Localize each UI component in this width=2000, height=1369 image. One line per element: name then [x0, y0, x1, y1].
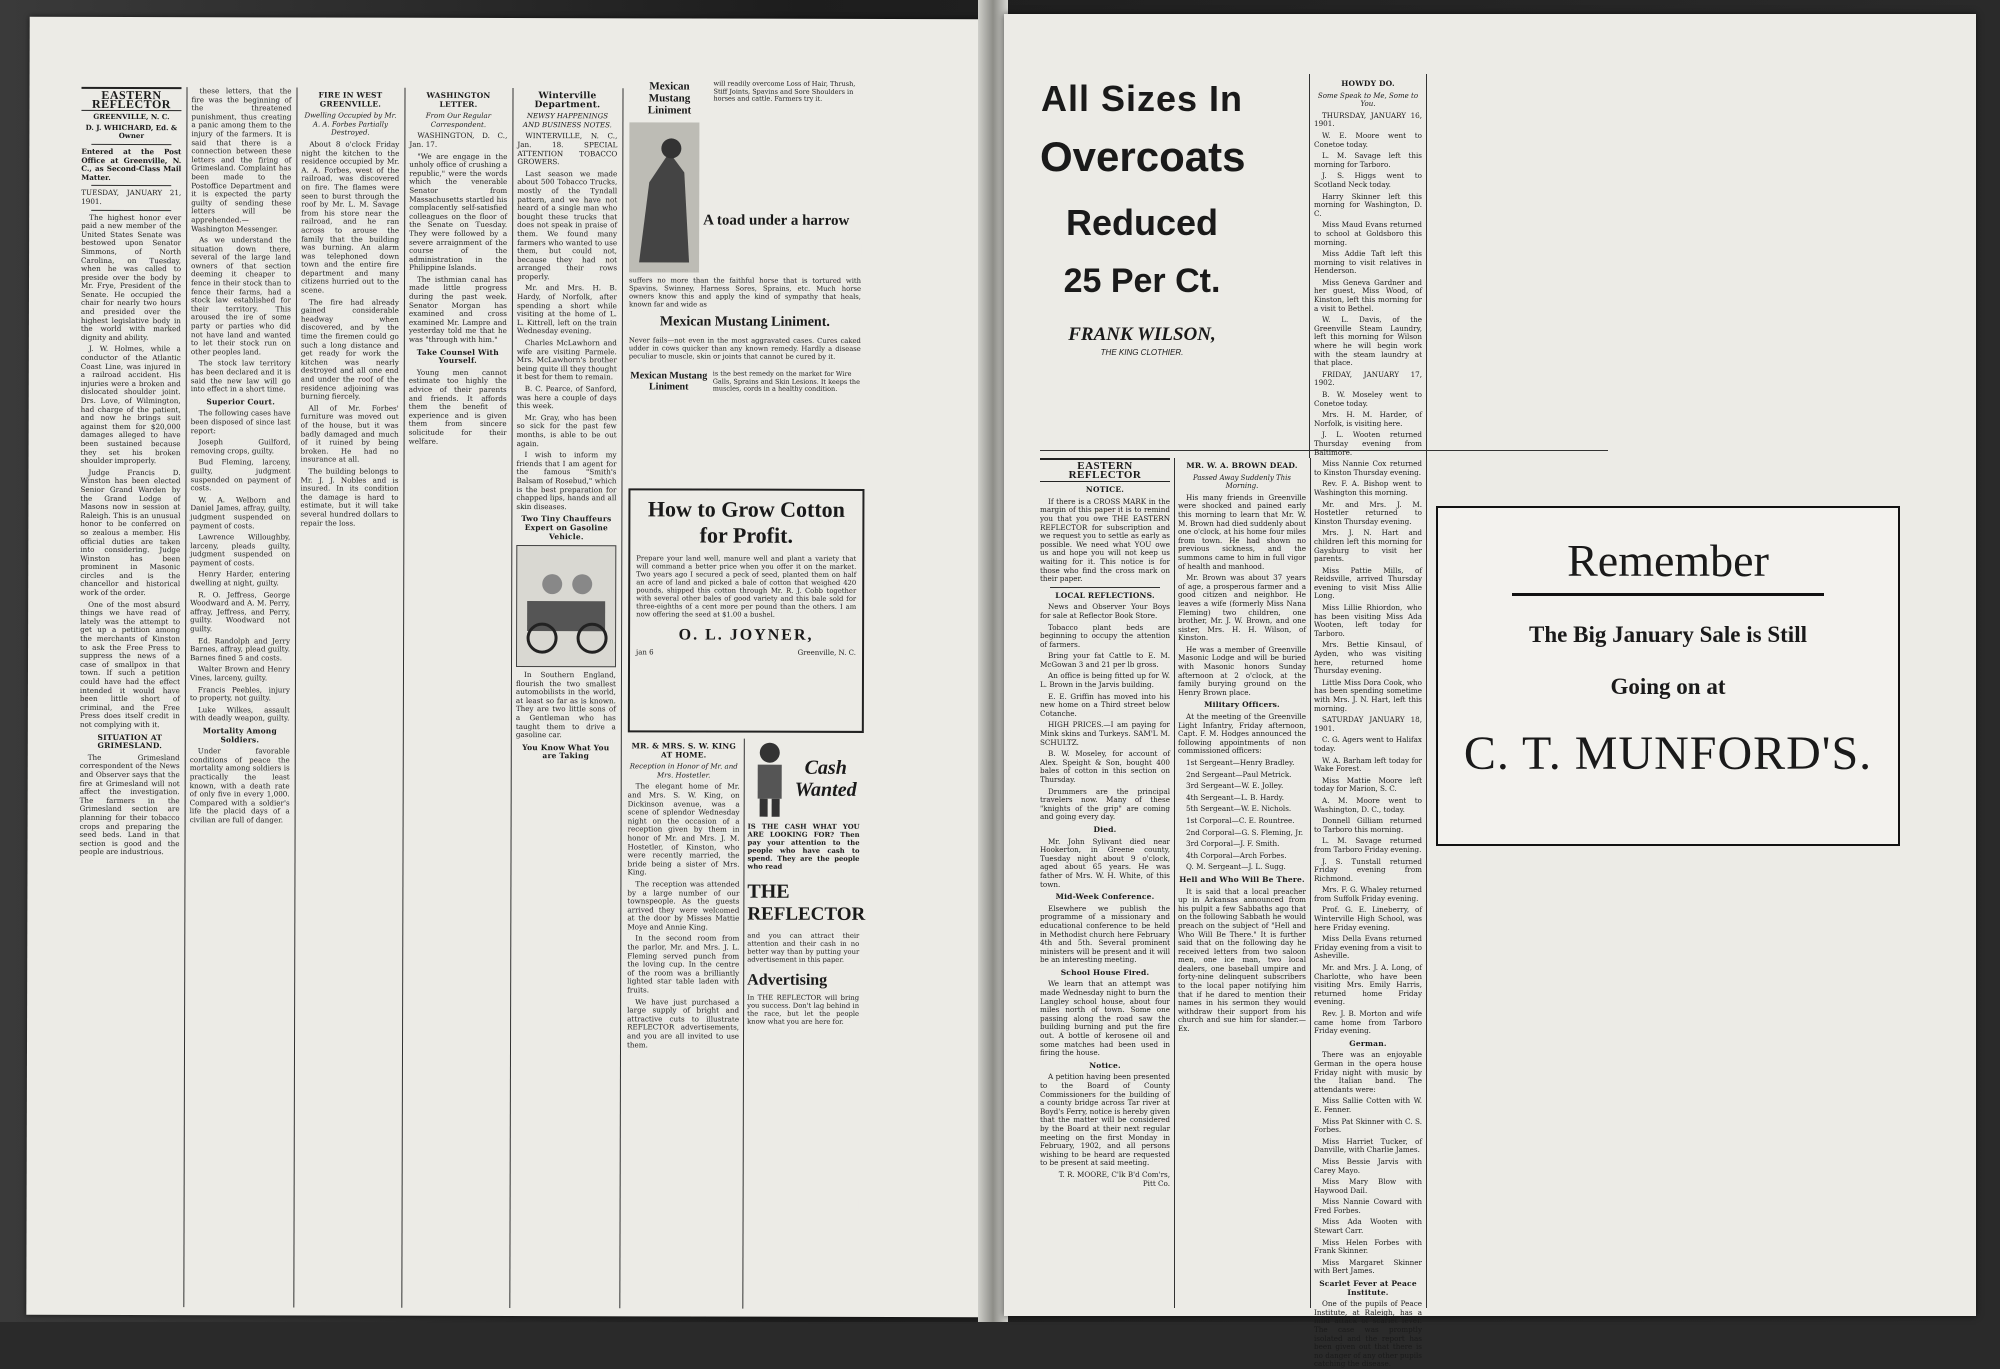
article-paragraph: The reception was attended by a large number of our townspeople. As the guests arrived they were welcomed at the door by Misses Mattie Moye and Annie King. — [627, 879, 740, 932]
article-paragraph: There was an enjoyable German in the opera house Friday night with music by the Italian band. The attendants were: — [1314, 1050, 1422, 1094]
article-paragraph: Miss Helen Forbes with Frank Skinner. — [1314, 1237, 1422, 1256]
scarlet-headline: Scarlet Fever at Peace Institute. — [1319, 1279, 1417, 1297]
masthead-title-2: EASTERN REFLECTOR — [1040, 458, 1170, 482]
article-paragraph: A. M. Moore went to Washington, D. C., today. — [1314, 795, 1422, 814]
article-paragraph: B. C. Pearce, of Sanford, was here a couple of days this week. — [516, 384, 617, 411]
article-paragraph: The stock law territory has been declared and it is said the new law will go into effect in a short time. — [190, 358, 291, 394]
article-paragraph: The fire had already gained considerable headway when discovered, and by the time the firemen could go such a long distance and get ready for work the kitchen was nearly destroyed and all one end and under the roof of the residence adjoining was burning fiercely. — [300, 297, 399, 401]
article-paragraph: Miss Pattie Mills, of Reidsville, arrived Thursday evening to visit Miss Allie Long. — [1314, 565, 1422, 601]
article-paragraph: Rev. F. A. Bishop went to Washington this morning. — [1314, 479, 1422, 497]
article-headline: FIRE IN WEST GREENVILLE. — [318, 90, 383, 109]
article-paragraph: At the meeting of the Greenville Light Infantry, Friday afternoon, Capt. F. M. Hodges announced the following appointments of non commissioned officers: — [1178, 712, 1306, 756]
article-paragraph: News and Observer Your Boys for sale at Reflector Book Store. — [1040, 602, 1170, 620]
column-rule — [1309, 74, 1310, 458]
died-headline: Died. — [1093, 824, 1117, 834]
joyner-cotton-ad — [628, 488, 865, 733]
article-paragraph: Charles McLawhorn and wife are visiting Parmele. Mrs. McLawhorn's brother being quite ill they thought it best for them to remain. — [516, 338, 617, 382]
article-headline: SITUATION AT GRIMESLAND. — [97, 732, 163, 751]
divider — [91, 185, 171, 186]
masthead-title: EASTERN REFLECTOR — [81, 87, 181, 111]
article-paragraph: Miss Pat Skinner with C. S. Forbes. — [1314, 1116, 1422, 1135]
column-howdy — [1314, 76, 1422, 1369]
article-paragraph: Mr. John Sylivant died near Hookerton, in Greene county, Tuesday night about 9 o'clock, aged about 65 years. He was father of Mrs. W. H. White, of this town. — [1040, 836, 1170, 889]
article-headline: Two Tiny Chauffeurs Expert on Gasoline Vehicle. — [521, 514, 612, 541]
article-paragraph: One of the most absurd things we have read of lately was the attempt to get up a petition among the merchants of Kinston to ask the Free Press to suppress the news of a case of smallpox in that town. If such a petition could have had the effect intended it would have been little short of criminal, and the Free Press does itself credit in not complying with it. — [79, 599, 181, 730]
cash-wanted-text: IS THE CASH WHAT YOU ARE LOOKING FOR? Then pay your attention to the people who have cash to spend. They are the people who read — [747, 822, 860, 871]
article-paragraph: All of Mr. Forbes' furniture was moved out of the house, but it was badly damaged and much of it ruined by being broken. He had no insurance at all. — [300, 403, 399, 464]
masthead-place: GREENVILLE, N. C. — [93, 112, 170, 122]
article-paragraph: The building belongs to Mr. J. J. Nobles and is insured. In its condition the damage is hard to estimate, but it will take several hundred dollars to repair the loss. — [300, 466, 399, 528]
article-subhead: Dwelling Occupied by Mr. A. A. Forbes Partially Destroyed. — [304, 111, 397, 138]
munford-remember-ad — [1436, 506, 1900, 846]
man-illustration — [748, 739, 792, 819]
liniment-body: Never fails—not even in the most aggravated cases. Cures caked udder in cows quicker than any known remedy. Hardly a disease peculiar to muscle, skin or joints that cannot be cured by it. — [628, 336, 861, 361]
article-paragraph: Tobacco plant beds are beginning to occupy the attention of farmers. — [1040, 622, 1170, 649]
cash-reflector-ad — [746, 739, 866, 1299]
article-paragraph: HIGH PRICES.—I am paying for Mink skins and Turkeys. SAM'L M. SCHULTZ. — [1040, 720, 1170, 747]
reflector-title-2: REFLECTOR — [747, 903, 866, 925]
column-rule — [1426, 74, 1427, 1308]
masthead-editor: D. J. WHICHARD, Ed. & Owner — [85, 122, 178, 141]
article-paragraph: Prof. G. E. Lineberry, of Winterville High School, was here Friday evening. — [1314, 905, 1422, 932]
column-rule — [509, 88, 513, 1308]
article-subhead: NEWSY HAPPENINGS AND BUSINESS NOTES. — [522, 112, 612, 130]
column-rule — [742, 739, 744, 1309]
column-2 — [188, 87, 291, 1307]
article-paragraph: Miss Mattie Moore left today for Marion, S. C. — [1314, 775, 1422, 794]
article-paragraph: L. M. Savage left this morning for Tarboro. — [1314, 151, 1422, 169]
article-paragraph: Bud Fleming, larceny, guilty, judgment suspended on payment of costs. — [190, 457, 291, 493]
article-paragraph: Harry Skinner left this morning for Washington, D. C. — [1314, 191, 1422, 218]
column-5 — [514, 88, 617, 1308]
remember-line-2: The Big January Sale is Still — [1529, 622, 1807, 647]
remember-line-3: Going on at — [1610, 674, 1726, 699]
article-paragraph: Elsewhere we publish the programme of a missionary and educational conference to be held in Methodist church here February 4th and 5th. Several prominent ministers will be present and it will be an interesting meeting. — [1040, 903, 1170, 965]
notice2-signature: T. R. MOORE, C'lk B'd Com'rs, Pitt Co. — [1058, 1169, 1170, 1188]
liniment-top-title: Mexican Mustang Liniment — [647, 80, 692, 117]
article-paragraph: Miss Nannie Cox returned to Kinston Thursday evening. — [1314, 459, 1422, 477]
article-paragraph: Luke Wilkes, assault with deadly weapon, guilty. — [189, 704, 290, 723]
mustang-liniment-ad — [628, 80, 861, 481]
automobile-illustration — [517, 546, 615, 664]
article-paragraph: Miss Geneva Gardner and her guest, Miss Wood, of Kinston, left this morning for a visit to Bethel. — [1314, 277, 1422, 313]
notice-text: If there is a CROSS MARK in the margin of this paper it is to remind you that you owe THE EASTERN REFLECTOR for subscription and we request you to settle as early as possible. We need what YOU owe us and hope you will not keep us waiting for it. This notice is for those who find the cross mark on their paper. — [1040, 496, 1170, 584]
article-paragraph: Judge Francis D. Winston has been elected Senior Grand Warden by the Grand Lodge of Masons now in session at Raleigh. This is an unusual honor to be conferred on so zealous a member. His official duties are taken into considering. Judge Winston has been prominent in Masonic circles and is the chancellor and historical work of the order. — [80, 467, 181, 598]
article-paragraph: Mrs. H. M. Harder, of Norfolk, is visiting here. — [1314, 410, 1422, 428]
article-paragraph: Rev. J. B. Morton and wife came home from Tarboro Friday evening. — [1314, 1009, 1422, 1036]
article-paragraph: As we understand the situation down there, several of the large land owners of that section deeming it cheaper to fence in their stock than to fence their farms, had a stock law established for their territory. This aroused the ire of some party or parties who did not have land and wanted to let their stock run on other peoples land. — [190, 235, 292, 357]
joyner-name: O. L. JOYNER, — [678, 626, 814, 644]
article-paragraph: SATURDAY JANUARY 18, 1901. — [1314, 715, 1422, 733]
blank-area — [1436, 74, 1956, 494]
divider — [91, 144, 171, 145]
overcoats-line-4: 25 Per Ct. — [1063, 262, 1221, 300]
column-4 — [406, 88, 507, 1308]
article-paragraph: 2nd Sergeant—Paul Metrick. — [1186, 769, 1292, 779]
article-paragraph: B. W. Moseley went to Conetoe today. — [1314, 390, 1422, 408]
howdy-headline: HOWDY DO. — [1341, 79, 1395, 88]
column-rule — [293, 87, 297, 1307]
article-paragraph: Last season we made about 500 Tobacco Trucks, mostly of the Tyndall pattern, and we have not heard of a single man who bought these trucks that does not speak in praise of them. We found many farmers who wanted to use them, but could not, because they had not arranged their rows properly. — [517, 168, 618, 281]
article-paragraph: Miss Della Evans returned Friday evening from a visit to Asheville. — [1314, 934, 1422, 961]
liniment-top-note: will readily overcome Loss of Hair, Thrush, Stiff Joints, Spavins and Sore Shoulders in horses and cattle. Farmers try it. — [713, 79, 856, 103]
article-paragraph: A petition having been presented to the Board of County Commissioners for the building of a county bridge across Tar river at Boyd's Ferry, notice is hereby given that the matter will be considered by the Board at their next regular meeting on the first Monday in February, 1902, and all persons wishing to be heard are requested to be present at said meeting. — [1040, 1072, 1170, 1168]
liniment-bottom-title: Mexican Mustang Liniment — [630, 370, 708, 393]
article-paragraph: 2nd Corporal—G. S. Fleming, Jr. — [1186, 827, 1304, 837]
article-paragraph: these letters, that the fire was the beginning of the threatened punishment, thus creating a panic among them to the injury of the farmers. It is said that there is a connection between these letters and the firing of Grimesland. Complaint has been made to the Postoffice Department and it is expected the party guilty of sending these letters will be apprehended.—Washington Messenger. — [191, 86, 292, 233]
article-paragraph: Drummers are the principal travelers now. Many of these "knights of the grip" are coming and going every day. — [1040, 786, 1170, 822]
article-paragraph: Miss Margaret Skinner with Bert James. — [1314, 1257, 1422, 1276]
brown-headline: MR. W. A. BROWN DEAD. — [1186, 461, 1298, 470]
article-headline: Take Counsel With Yourself. — [416, 347, 499, 366]
article-paragraph: 1st Corporal—C. E. Rountree. — [1186, 815, 1295, 825]
military-headline: Military Officers. — [1204, 700, 1280, 710]
liniment-bottom-note: is the best remedy on the market for Wire Galls, Sprains and Skin Lesions. It keeps the muscles, cords in a healthy condition. — [712, 369, 860, 393]
article-paragraph: Mr. Brown was about 37 years of age, a prosperous farmer and a good citizen and neighbor. He leaves a wife (formerly Miss Nana Fleming) two children, one brother, Mr. J. W. Brown, and one sister, Mrs. H. H. Wilson, of Kinston. — [1178, 573, 1306, 643]
reflector-title-1: THE — [747, 880, 790, 903]
issue-date: TUESDAY, JANUARY 21, 1901. — [81, 188, 182, 206]
notice-headline: NOTICE. — [1085, 485, 1125, 495]
article-paragraph: J. S. Higgs went to Scotland Neck today. — [1314, 171, 1422, 189]
article-paragraph: His many friends in Greenville were shocked and pained early this morning to learn that Mr. W. M. Brown had died suddenly about one o'clock, at his home four miles from town. He had shown no previous sickness, and the summons came to him in full vigor of health and manhood. — [1178, 492, 1306, 571]
masthead-entered: Entered at the Post Office at Greenville, N. C., as Second-Class Mail Matter. — [81, 146, 182, 182]
article-paragraph: 4th Sergeant—L. B. Hardy. — [1186, 792, 1285, 802]
article-paragraph: The isthmian canal has made little progress during the past week. Senator Morgan has examined and cross examined Mr. Lampre and yesterday told me that he was "through with him." — [408, 274, 508, 345]
left-newspaper-page — [26, 17, 981, 1317]
divider — [91, 209, 171, 210]
german-headline: German. — [1349, 1038, 1387, 1048]
brown-subhead: Passed Away Suddenly This Morning. — [1192, 473, 1292, 491]
midweek-headline: Mid-Week Conference. — [1055, 892, 1155, 902]
article-paragraph: Miss Harriet Tucker, of Danville, with Charlie James. — [1314, 1136, 1422, 1155]
remember-merchant: C. T. MUNFORD'S. — [1463, 727, 1873, 780]
notice2-headline: Notice. — [1089, 1060, 1121, 1070]
overcoats-merchant-sub: THE KING CLOTHIER. — [1100, 348, 1184, 357]
chauffeurs-illustration — [516, 545, 616, 667]
article-paragraph: Young men cannot estimate too highly the advice of their parents and friends. It affords them the benefit of experience and is given them from sincere solicitude for their welfare. — [408, 367, 507, 446]
article-paragraph: 4th Corporal—Arch Forbes. — [1186, 850, 1287, 860]
article-paragraph: 1st Sergeant—Henry Bradley. — [1186, 758, 1295, 767]
article-paragraph: THURSDAY, JANUARY 16, 1901. — [1314, 110, 1422, 129]
article-paragraph: Francis Peebles, injury to property, not guilty. — [189, 684, 290, 703]
article-paragraph: We have just purchased a large supply of bright and attractive cuts to illustrate REFLECTOR advertisements, and you are all invited to use them. — [627, 996, 740, 1049]
article-paragraph: Little Miss Dora Cook, who has been spending sometime with Mrs. J. N. Hart, left this morning. — [1314, 677, 1422, 713]
article-paragraph: FRIDAY, JANUARY 17, 1902. — [1314, 369, 1422, 388]
article-paragraph: Miss Nannie Coward with Fred Forbes. — [1314, 1197, 1422, 1215]
howdy-subhead: Some Speak to Me, Some to You. — [1317, 91, 1419, 109]
article-paragraph: W. A. Barham left today for Wake Forest. — [1314, 755, 1422, 774]
article-paragraph: WASHINGTON, D. C., Jan. 17. — [409, 131, 508, 149]
horse-illustration — [629, 122, 699, 272]
article-paragraph: He was a member of Greenville Masonic Lodge and will be buried with Masonic honors Sunday afternoon at 2 o'clock, at the family burying ground on the Henry Brown place. — [1178, 644, 1306, 697]
article-headline: MR. & MRS. S. W. KING AT HOME. — [631, 741, 736, 760]
article-paragraph: Q. M. Sergeant—J. L. Sugg. — [1186, 862, 1286, 872]
article-paragraph: 5th Sergeant—W. E. Nichols. — [1186, 804, 1292, 814]
article-paragraph: Under favorable conditions of peace the mortality among soldiers is practically the least known, with a death rate of only five in every 1,000. Compared with a soldier's life the placid days of a civilian are full of danger. — [189, 746, 290, 825]
hell-headline: Hell and Who Will Be There. — [1179, 874, 1305, 884]
article-paragraph: R. O. Jeffress, George Woodward and A. M. Perry, affray, Jeffress, and Perry, guilty. Woodward not guilty. — [190, 589, 291, 634]
article-paragraph: Miss Addie Taft left this morning to visit relatives in Henderson. — [1314, 249, 1422, 276]
article-paragraph: 3rd Sergeant—W. E. Jolley. — [1186, 781, 1284, 791]
article-paragraph: L. M. Savage returned from Tarboro Friday evening. — [1314, 836, 1422, 854]
article-paragraph: Miss Ada Wooten with Stewart Carr. — [1314, 1217, 1422, 1236]
article-paragraph: Donnell Gilliam returned to Tarboro this morning. — [1314, 816, 1422, 834]
cotton-ad-title: How to Grow Cotton for Profit. — [647, 496, 845, 548]
article-paragraph: J. S. Tunstall returned Friday evening from Richmond. — [1314, 856, 1422, 883]
article-paragraph: In Southern England, flourish the two smallest automobilists in the world, at least so far as is known. They are two little sons of a Gentleman who has taught them to drive a gasoline car. — [515, 670, 616, 740]
article-paragraph: Lawrence Willoughby, larceny, pleads guilty, judgment suspended on payment of costs. — [190, 532, 291, 568]
divider — [1050, 587, 1160, 588]
column-rule — [401, 88, 405, 1308]
article-paragraph: W. L. Davis, of the Greenville Steam Laundry, left this morning for Wilson where he will begin work with the steam laundry at that place. — [1314, 315, 1422, 368]
article-paragraph: "We are engage in the unholy office of crushing a republic," were the words which the venerable Senator from Massachusetts startled his complacently self-satisfied colleagues on the floor of the Senate on Tuesday. They were followed by a severe arraignment of the course of the administration in the Philippine Islands. — [409, 151, 508, 273]
article-headline: Mortality Among Soldiers. — [202, 726, 277, 744]
article-paragraph: We learn that an attempt was made Wednesday night to burn the Langley school house, about four miles north of town. Some one passing along the road saw the building burning and put the fire out. A bottle of kerosene oil and some matches had been used in firing the house. — [1040, 979, 1170, 1058]
article-paragraph: WINTERVILLE, N. C., Jan. 18. SPECIAL ATTENTION TOBACCO GROWERS. — [517, 131, 618, 167]
article-paragraph: Ed. Randolph and Jerry Barnes, affray, plead guilty. Barnes fined 5 and costs. — [190, 635, 291, 663]
column-local — [1040, 458, 1170, 1308]
article-paragraph: In the second room from the parlor, Mr. and Mrs. J. L. Fleming served punch from the loving cup. In the centre of the room was a brilliantly lighted star table laden with fruits. — [627, 933, 740, 995]
article-paragraph: An office is being fitted up for W. L. Brown in the Jarvis building. — [1040, 671, 1170, 690]
column-wedding — [626, 738, 739, 1308]
column-rule — [1174, 458, 1175, 1308]
article-paragraph: Bring your fat Cattle to E. M. McGowan 3 and 21 per lb gross. — [1040, 651, 1170, 669]
overcoats-ad — [1040, 74, 1244, 444]
article-paragraph: W. A. Welborn and Daniel James, affray, guilty, judgment suspended on payment of costs. — [190, 494, 291, 530]
article-headline: WASHINGTON LETTER. — [426, 90, 491, 109]
overcoats-line-2: Overcoats — [1040, 133, 1246, 180]
article-paragraph: The Grimesland correspondent of the News and Observer says that the fire at Grimesland will not affect the investigation. The farmers in the Grimesland section are planning for their tobacco crops and preparing the seed beds. Land in that section is good and the people are industrious. — [79, 752, 180, 857]
article-paragraph: Mrs. Bettie Kinsaul, of Ayden, who was visiting here, returned home Thursday evening. — [1314, 640, 1422, 676]
article-paragraph: The elegant home of Mr. and Mrs. S. W. King, on Dickinson avenue, was a scene of splendor Wednesday night on the occasion of a reception given by them in honor of Mr. and Mrs. J. M. Hostetler, of Kinston, who were recently married, the bride being a sister of Mrs. King. — [627, 781, 740, 877]
article-paragraph: Mr. and Mrs. H. B. Hardy, of Norfolk, after spending a short while visiting at the home of L. L. Kittrell, left on the train Wednesday evening. — [516, 283, 618, 336]
article-paragraph: Mr. and Mrs. J. A. Long, of Charlotte, who have been visiting Mrs. Emily Harris, returned home Friday evening. — [1314, 963, 1422, 1007]
column-rule — [1310, 458, 1311, 1308]
article-paragraph: Mrs. F. G. Whaley returned from Suffolk Friday evening. — [1314, 885, 1422, 903]
toad-note: suffers no more than the faithful horse that is tortured with Spavins, Swinney, Harness Sores, Sprains, etc. Much horse owners know this and apply the kind of sympathy that heals, known far and wide as — [628, 276, 862, 309]
joyner-date: jan 6 — [636, 648, 654, 657]
article-paragraph: J. W. Holmes, while a conductor of the Atlantic Coast Line, was injured in a railroad accident. His injuries were a broken and dislocated shoulder joint. Drs. Love, of Wilmington, had charge of the patient, and now he brings suit against them for $20,000 damages alleged to have been sustained because they set his broken shoulder improperly. — [80, 344, 181, 466]
article-paragraph: Joseph Guilford, removing crops, guilty. — [190, 437, 291, 456]
article-paragraph: Mr. and Mrs. J. M. Hostetler returned to Kinston Thursday evening. — [1314, 499, 1422, 526]
article-paragraph: Mr. Gray, who has been so sick for the past few months, is able to be out again. — [516, 412, 617, 448]
overcoats-merchant: FRANK WILSON, — [1068, 324, 1216, 345]
article-paragraph: J. L. Wooten returned Thursday evening from Baltimore. — [1314, 430, 1422, 457]
article-paragraph: About 8 o'clock Friday night the kitchen to the residence occupied by Mr. A. A. Forbes, west of the railroad, was discovered on fire. The flames were seen to burst through the roof by Mr. L. M. Savage from his store near the railroad, and he ran across to arouse the family that the building was burning. An alarm was telephoned down town and the entire fire department and many citizens hurried out to the scene. — [300, 139, 400, 295]
school-headline: School House Fired. — [1060, 967, 1150, 977]
column-1 — [78, 87, 181, 1307]
article-paragraph: Walter Brown and Henry Vines, larceny, guilty. — [189, 664, 291, 683]
article-headline: Winterville Department. — [534, 91, 601, 110]
reflector-body: and you can attract their attention and their cash in no better way than by putting your advertisement in this paper. — [747, 931, 860, 964]
article-paragraph: W. E. Moore went to Conetoe today. — [1314, 130, 1422, 149]
article-paragraph: Miss Sallie Cotten with W. E. Fenner. — [1314, 1096, 1422, 1114]
overcoats-line-3: Reduced — [1065, 202, 1219, 243]
howdy-list — [1314, 112, 1422, 1036]
article-paragraph: E. E. Griffin has moved into his new home on a Third street below Cotanche. — [1040, 691, 1170, 718]
article-headline: You Know What You are Taking — [522, 742, 610, 761]
overcoats-line-1: All Sizes In — [1040, 78, 1244, 119]
remember-title: Remember — [1567, 535, 1769, 586]
article-paragraph: Mrs. J. N. Hart and children left this morning for Gaysburg to visit her parents. — [1314, 528, 1422, 564]
article-paragraph: C. G. Agers went to Halifax today. — [1314, 735, 1422, 753]
article-paragraph: B. W. Moseley, for account of Alex. Speight & Son, bought 400 bales of cotton in this section on Thursday. — [1040, 749, 1170, 784]
article-subhead: From Our Regular Correspondent. — [425, 111, 492, 129]
cotton-ad-body: Prepare your land well, manure well and plant a variety that will command a better price when you offer it on the market. Two years ago I secured a peck of seed, planted them on half an acre of land and picked a bale of cotton that weighed 420 pounds, shipped this cotton through Mr. R. J. Cobb together with several other bales of good variety and this bale sold for three-eighths of a cent more per pound than the others. I am now offering the seed at $1.00 a bushel. — [636, 554, 857, 619]
article-paragraph: The following cases have been disposed of since last report: — [190, 408, 291, 435]
article-subhead: Reception in Honor of Mr. and Mrs. Hostetler. — [629, 762, 738, 780]
column-3 — [298, 87, 399, 1307]
article-headline: Superior Court. — [206, 397, 276, 407]
article-paragraph: Henry Harder, entering dwelling at night, guilty. — [190, 569, 291, 588]
liniment-name: Mexican Mustang Liniment. — [659, 314, 830, 330]
remember-underline — [1512, 593, 1824, 596]
article-paragraph: One of the pupils of Peace Institute, at Raleigh, has a mild attack of scarlet fever. The case was promptly isolated and the report has been given out that there is no danger of any other pupils catching the disease. — [1314, 1299, 1422, 1369]
german-list — [1314, 1051, 1422, 1276]
article-paragraph: Miss Mary Blow with Haywood Dail. — [1314, 1177, 1422, 1195]
advertising-title: Advertising — [747, 971, 828, 989]
article-paragraph: 3rd Corporal—J. F. Smith. — [1186, 839, 1280, 849]
column-brown — [1178, 458, 1306, 1308]
joyner-place: Greenville, N. C. — [797, 648, 857, 657]
column-rule — [619, 88, 623, 1308]
toad-headline: A toad under a harrow — [703, 212, 850, 229]
cash-wanted-title: Cash Wanted — [794, 756, 857, 801]
column-rule — [183, 87, 187, 1307]
article-paragraph: Miss Maud Evans returned to school at Goldsboro this morning. — [1314, 220, 1422, 247]
article-paragraph: Miss Bessie Jarvis with Carey Mayo. — [1314, 1156, 1422, 1175]
article-paragraph: I wish to inform my friends that I am agent for the famous "Smith's Balsam of Rosebud," which is the best preparation for chapped lips, hands and all skin diseases. — [516, 450, 617, 511]
advertising-body: In THE REFLECTOR will bring you success. Don't lag behind in the race, but let the people know what you are here for. — [747, 993, 860, 1026]
article-paragraph: Miss Lillie Rhiordon, who has been visiting Miss Ada Wooten, left today for Tarboro. — [1314, 603, 1422, 638]
article-paragraph: It is said that a local preacher up in Arkansas announced from his pulpit a few Sabbaths ago that on the following Sabbath he would preach on the subject of "Hell and Who Will Be There." It is further said that on the following day he received letters from two saloon men, one ice man, two local dealers, one baseball umpire and forty-nine delinquent subscribers to the local paper notifying him that if he dared to mention their names in his sermon they would withdraw their support from his church and sue him for slander.—Ex. — [1178, 886, 1306, 1034]
right-newspaper-page — [1004, 14, 1976, 1369]
local-headline: LOCAL REFLECTIONS. — [1055, 590, 1155, 600]
article-paragraph: The highest honor ever paid a new member of the United States Senate was bestowed upon Senator Simmons, of North Carolina, on Tuesday, when he was called to preside over the body by Mr. Frye, President of the Senate. He occupied the chair for nearly two hours and presided over the highest legislative body in the world with marked dignity and ability. — [80, 212, 182, 342]
